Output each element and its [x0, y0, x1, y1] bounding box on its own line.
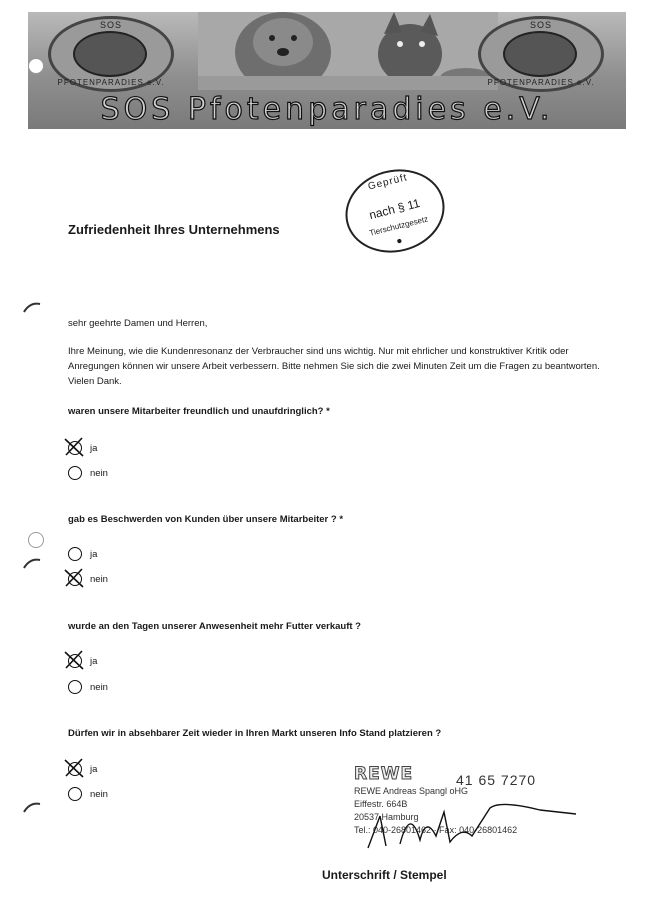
handwritten-signature [340, 796, 580, 856]
stamp-phone: Tel.: 040-26801462 · Fax: 040-26801462 [354, 825, 518, 835]
q3-option-nein-radio[interactable] [68, 680, 82, 694]
dog-and-cat-photo [198, 12, 498, 90]
q4-option-ja-label: ja [90, 764, 98, 775]
stamp-number: 41 65 7270 [456, 772, 537, 788]
logo-seal-left: SOS PFOTENPARADIES e.V. [48, 16, 174, 92]
form-title: Zufriedenheit Ihres Unternehmens [68, 222, 280, 237]
q2-option-ja-label: ja [90, 549, 98, 560]
header-banner [28, 12, 626, 129]
q1-option-nein-label: nein [90, 468, 108, 479]
checkmark-cross-icon [63, 567, 85, 589]
question-3: wurde an den Tagen unserer Anwesenheit mehr Futter verkauft ? [68, 621, 361, 632]
intro-text: Ihre Meinung, wie die Kundenresonanz der Verbraucher sind uns wichtig. Nur mit ehrlicher und konstruktiver Kritik oder Anregungen können wir unsere Arbeit verbessern. Bitte nehmen Sie sich die zwei Minuten Zeit um die Fragen zu beantworten. Vielen Dank. [68, 346, 600, 387]
q3-option-nein-label: nein [90, 682, 108, 693]
checkmark-cross-icon [63, 757, 85, 779]
org-name: SOS Pfotenparadies e.V. [100, 92, 554, 127]
approval-stamp: Geprüft nach § 11 Tierschutzgesetz ● [337, 159, 454, 263]
question-2: gab es Beschwerden von Kunden über unsere Mitarbeiter ? * [68, 514, 344, 525]
q2-option-ja-radio[interactable] [68, 547, 82, 561]
checkmark-cross-icon [63, 649, 85, 671]
stamp-city: 20537 Hamburg [354, 812, 419, 822]
punch-hole [28, 532, 44, 548]
stamp-company-name: REWE Andreas Spangl oHG [354, 786, 469, 796]
question-4: Dürfen wir in absehbarer Zeit wieder in Ihren Markt unseren Info Stand platzieren ? [68, 728, 442, 739]
edge-mark [22, 556, 42, 570]
q1-option-nein-radio[interactable] [68, 466, 82, 480]
q1-option-ja-label: ja [90, 443, 98, 454]
checkmark-cross-icon [63, 436, 85, 458]
edge-mark [22, 800, 42, 814]
punch-hole [28, 58, 44, 74]
q4-option-nein-radio[interactable] [68, 787, 82, 801]
stamp-street: Eiffestr. 664B [354, 799, 408, 809]
greeting: sehr geehrte Damen und Herren, [68, 318, 208, 329]
paw-icon: ● [395, 235, 404, 248]
signature-label: Unterschrift / Stempel [322, 868, 447, 882]
question-1: waren unsere Mitarbeiter freundlich und unaufdringlich? * [68, 406, 330, 417]
edge-mark [22, 300, 42, 314]
rewe-logo: REWE [354, 764, 414, 784]
q4-option-nein-label: nein [90, 789, 108, 800]
logo-seal-right: SOS PFOTENPARADIES e.V. [478, 16, 604, 92]
q3-option-ja-label: ja [90, 656, 98, 667]
q2-option-nein-label: nein [90, 574, 108, 585]
